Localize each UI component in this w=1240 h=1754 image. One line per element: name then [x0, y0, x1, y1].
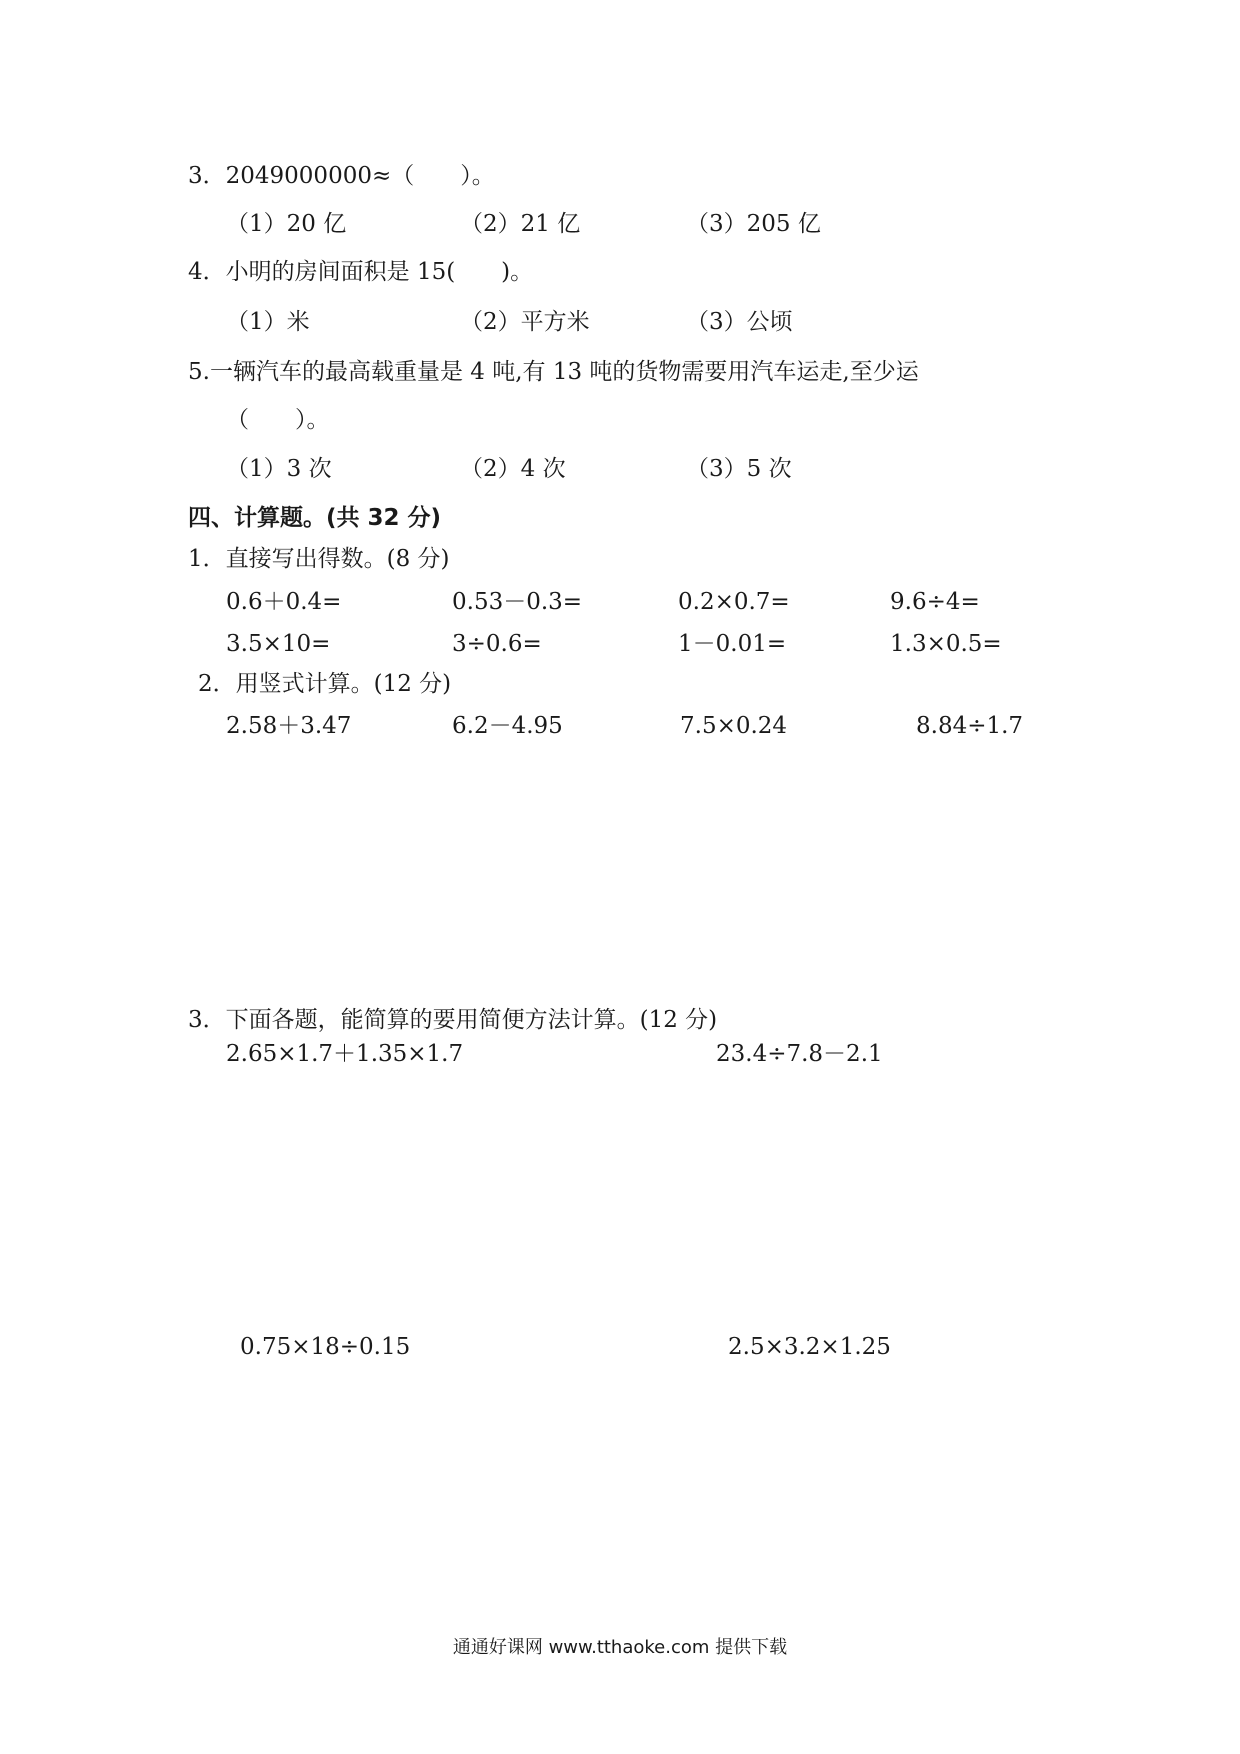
part-2-expr: 6.2－4.95 — [452, 713, 563, 739]
question-5-option-1: （1）3 次 — [226, 456, 332, 482]
question-4-option-3: （3）公顷 — [686, 309, 793, 335]
question-5-option-3: （3）5 次 — [686, 456, 792, 482]
question-5-stem: 5.一辆汽车的最高载重量是 4 吨,有 13 吨的货物需要用汽车运走,至少运 — [188, 359, 919, 385]
question-3-option-1: （1）20 亿 — [226, 211, 347, 237]
part-2-title: 2．用竖式计算。(12 分) — [198, 671, 452, 697]
section-4-title: 四、计算题。(共 32 分) — [188, 505, 442, 531]
part-1-expr: 0.53－0.3= — [452, 589, 583, 615]
part-1-expr: 3÷0.6= — [452, 631, 542, 657]
part-1-expr: 1.3×0.5= — [890, 631, 1002, 657]
question-4-option-1: （1）米 — [226, 309, 310, 335]
question-5-stem-continued: （ ）。 — [226, 407, 330, 433]
footer-credit: 通通好课网 www.tthaoke.com 提供下载 — [452, 1637, 788, 1658]
part-1-expr: 9.6÷4= — [890, 589, 980, 615]
question-3-option-3: （3）205 亿 — [686, 211, 821, 237]
question-4-stem: 4．小明的房间面积是 15( )。 — [188, 259, 534, 285]
part-3-expr: 23.4÷7.8－2.1 — [716, 1041, 883, 1067]
question-3-option-2: （2）21 亿 — [460, 211, 581, 237]
part-1-expr: 1－0.01= — [678, 631, 787, 657]
part-1-expr: 3.5×10= — [226, 631, 331, 657]
part-1-expr: 0.2×0.7= — [678, 589, 790, 615]
question-4-option-2: （2）平方米 — [460, 309, 590, 335]
part-3-title: 3．下面各题，能简算的要用简便方法计算。(12 分) — [188, 1007, 718, 1033]
part-2-expr: 2.58＋3.47 — [226, 713, 352, 739]
part-2-expr: 8.84÷1.7 — [916, 713, 1024, 739]
part-2-expr: 7.5×0.24 — [680, 713, 788, 739]
question-5-option-2: （2）4 次 — [460, 456, 566, 482]
part-1-expr: 0.6＋0.4= — [226, 589, 342, 615]
part-3-expr: 2.5×3.2×1.25 — [728, 1334, 891, 1360]
part-3-expr: 2.65×1.7＋1.35×1.7 — [226, 1041, 464, 1067]
question-3-stem: 3．2049000000≈（ ）。 — [188, 163, 495, 189]
part-3-expr: 0.75×18÷0.15 — [240, 1334, 411, 1360]
part-1-title: 1．直接写出得数。(8 分) — [188, 546, 450, 572]
